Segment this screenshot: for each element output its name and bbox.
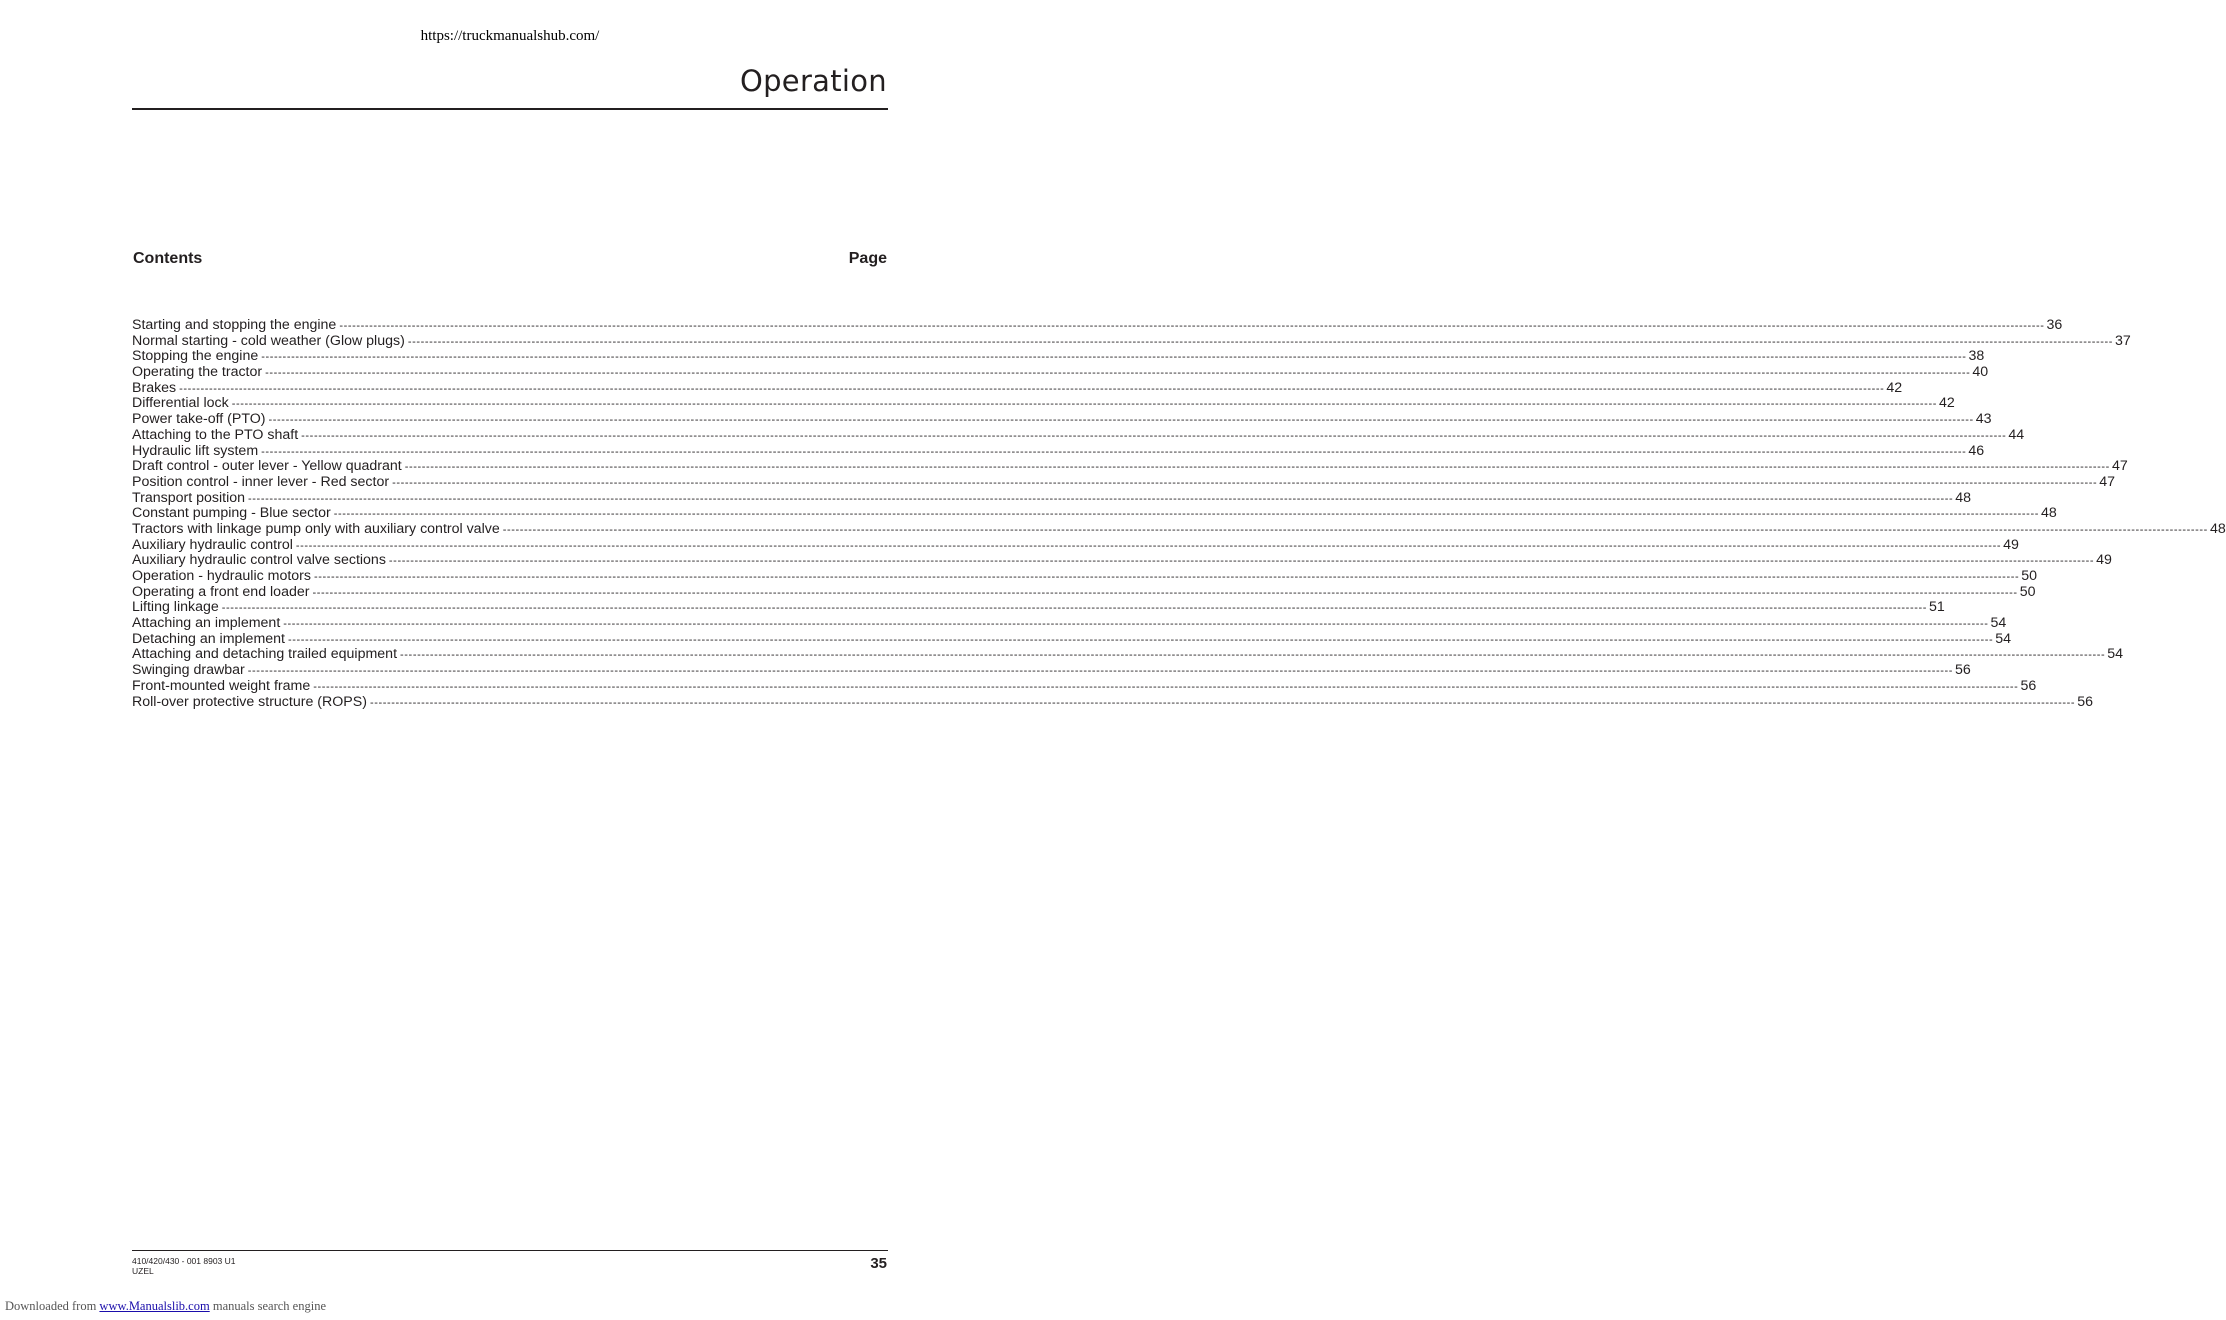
toc-entry[interactable] — [132, 615, 2007, 632]
toc-entry-page: 51 — [1929, 599, 1945, 616]
toc-entry[interactable] — [132, 426, 2025, 444]
toc-entry-page: 38 — [1968, 348, 1985, 365]
toc-entry[interactable] — [132, 411, 1992, 428]
toc-dot-leader: ---------------------------------------------------------------------------------------------------------------------------------------------------------------------------------------------------------------------------------------------------------------------------------------------------------------------------------------------------------------------------------------------------------------- — [407, 335, 2114, 348]
toc-entry[interactable] — [132, 677, 2037, 695]
toc-entry-title: Differential lock — [132, 395, 229, 412]
toc-dot-leader: ---------------------------------------------------------------------------------------------------------------------------------------------------------------------------------------------------------------------------------------------------------------------------------------------------------------------------------------------------------------------------------------------------------------- — [313, 680, 2019, 693]
toc-dot-leader: ---------------------------------------------------------------------------------------------------------------------------------------------------------------------------------------------------------------------------------------------------------------------------------------------------------------------------------------------------------------------------------------------------------------- — [392, 476, 2098, 489]
toc-dot-leader: ---------------------------------------------------------------------------------------------------------------------------------------------------------------------------------------------------------------------------------------------------------------------------------------------------------------------------------------------------------------------------------------------------------------- — [231, 398, 1937, 411]
toc-entry-title: Detaching an implement — [132, 630, 285, 647]
toc-entry-page: 50 — [2021, 568, 2038, 584]
toc-entry-title: Auxiliary hydraulic control valve sections — [132, 552, 386, 569]
toc-entry[interactable] — [132, 489, 1972, 507]
toc-entry-title: Lifting linkage — [132, 599, 219, 616]
toc-entry[interactable] — [132, 693, 2093, 711]
toc-entry-title: Auxiliary hydraulic control — [132, 536, 293, 553]
header-divider — [132, 108, 888, 110]
toc-entry-page: 54 — [2107, 646, 2124, 663]
toc-entry-title: Attaching and detaching trailed equipment — [132, 646, 398, 663]
toc-dot-leader: ---------------------------------------------------------------------------------------------------------------------------------------------------------------------------------------------------------------------------------------------------------------------------------------------------------------------------------------------------------------------------------------------------------------- — [369, 696, 2076, 709]
toc-entry-page: 47 — [2111, 458, 2128, 475]
section-title: Operation — [739, 64, 887, 98]
toc-entry[interactable] — [132, 473, 2116, 491]
toc-entry[interactable] — [132, 364, 1989, 381]
toc-entry[interactable] — [132, 442, 1985, 460]
toc-dot-leader: ---------------------------------------------------------------------------------------------------------------------------------------------------------------------------------------------------------------------------------------------------------------------------------------------------------------------------------------------------------------------------------------------------------------- — [301, 429, 2007, 442]
toc-entry-page: 47 — [2099, 473, 2116, 490]
toc-entry-page: 43 — [1975, 411, 1992, 428]
toc-dot-leader: ---------------------------------------------------------------------------------------------------------------------------------------------------------------------------------------------------------------------------------------------------------------------------------------------------------------------------------------------------------------------------------------------------------------- — [268, 414, 1974, 427]
toc-entry-page: 49 — [2003, 536, 2019, 553]
toc-entry[interactable] — [132, 568, 2038, 585]
toc-entry[interactable] — [132, 662, 1971, 679]
toc-entry[interactable] — [132, 552, 2112, 569]
toc-entry-page: 42 — [1938, 395, 1955, 412]
source-url: https://truckmanualshub.com/ — [420, 28, 600, 44]
contents-heading: Contents — [133, 250, 203, 267]
document-code — [132, 1256, 236, 1276]
toc-entry-page: 48 — [1955, 489, 1972, 506]
toc-entry[interactable] — [132, 379, 1903, 397]
toc-entry-title: Hydraulic lift system — [132, 442, 259, 459]
toc-entry-page: 44 — [2008, 426, 2025, 443]
download-note — [5, 1299, 326, 1314]
toc-dot-leader: ---------------------------------------------------------------------------------------------------------------------------------------------------------------------------------------------------------------------------------------------------------------------------------------------------------------------------------------------------------------------------------------------------------------- — [261, 445, 1967, 458]
download-note-prefix: Downloaded from — [5, 1299, 100, 1313]
toc-entry-page: 42 — [1886, 379, 1903, 396]
document-code-line1: 410/420/430 - 001 8903 U1 — [132, 1256, 236, 1266]
toc-entry-page: 56 — [1955, 662, 1971, 679]
toc-dot-leader: ---------------------------------------------------------------------------------------------------------------------------------------------------------------------------------------------------------------------------------------------------------------------------------------------------------------------------------------------------------------------------------------------------------------- — [248, 492, 1954, 505]
toc-entry-title: Attaching to the PTO shaft — [132, 426, 299, 443]
toc-entry[interactable] — [132, 630, 2012, 648]
toc-dot-leader: ---------------------------------------------------------------------------------------------------------------------------------------------------------------------------------------------------------------------------------------------------------------------------------------------------------------------------------------------------------------------------------------------------------------- — [404, 461, 2110, 474]
toc-dot-leader: ---------------------------------------------------------------------------------------------------------------------------------------------------------------------------------------------------------------------------------------------------------------------------------------------------------------------------------------------------------------------------------------------------------------- — [265, 367, 1971, 380]
toc-entry-page: 36 — [2046, 317, 2063, 333]
toc-entry-title: Front-mounted weight frame — [132, 677, 311, 694]
toc-entry[interactable] — [132, 536, 2019, 554]
toc-entry[interactable] — [132, 646, 2124, 663]
toc-entry[interactable] — [132, 395, 1955, 412]
toc-entry-title: Transport position — [132, 489, 246, 506]
manualslib-link[interactable]: www.Manualslib.com — [99, 1299, 210, 1313]
toc-entry-page: 56 — [2020, 677, 2037, 694]
toc-entry-page: 50 — [2019, 583, 2036, 600]
toc-entry-title: Constant pumping - Blue sector — [132, 505, 331, 522]
toc-entry[interactable] — [132, 583, 2036, 601]
toc-entry-title: Normal starting - cold weather (Glow plugs) — [132, 332, 405, 349]
toc-entry-title: Tractors with linkage pump only with auxiliary control valve — [132, 520, 500, 537]
toc-dot-leader: ---------------------------------------------------------------------------------------------------------------------------------------------------------------------------------------------------------------------------------------------------------------------------------------------------------------------------------------------------------------------------------------------------------------- — [388, 555, 2095, 568]
table-of-contents — [132, 317, 2226, 710]
toc-entry[interactable] — [132, 348, 1985, 365]
toc-dot-leader: ---------------------------------------------------------------------------------------------------------------------------------------------------------------------------------------------------------------------------------------------------------------------------------------------------------------------------------------------------------------------------------------------------------------- — [283, 618, 1989, 631]
toc-entry-title: Operating a front end loader — [132, 583, 310, 600]
toc-entry-title: Stopping the engine — [132, 348, 259, 365]
toc-entry-page: 54 — [1990, 615, 2007, 632]
toc-entry-title: Power take-off (PTO) — [132, 411, 266, 428]
toc-entry-title: Starting and stopping the engine — [132, 317, 337, 333]
toc-entry-page: 46 — [1968, 442, 1985, 459]
toc-dot-leader: ---------------------------------------------------------------------------------------------------------------------------------------------------------------------------------------------------------------------------------------------------------------------------------------------------------------------------------------------------------------------------------------------------------------- — [400, 649, 2106, 662]
toc-dot-leader: ---------------------------------------------------------------------------------------------------------------------------------------------------------------------------------------------------------------------------------------------------------------------------------------------------------------------------------------------------------------------------------------------------------------- — [312, 586, 2018, 599]
toc-dot-leader: ---------------------------------------------------------------------------------------------------------------------------------------------------------------------------------------------------------------------------------------------------------------------------------------------------------------------------------------------------------------------------------------------------------------- — [339, 320, 2045, 332]
toc-entry[interactable] — [132, 599, 1945, 616]
toc-entry-title: Position control - inner lever - Red sector — [132, 473, 390, 490]
toc-entry[interactable] — [132, 458, 2128, 475]
toc-dot-leader: ---------------------------------------------------------------------------------------------------------------------------------------------------------------------------------------------------------------------------------------------------------------------------------------------------------------------------------------------------------------------------------------------------------------- — [295, 539, 2002, 552]
toc-dot-leader: ---------------------------------------------------------------------------------------------------------------------------------------------------------------------------------------------------------------------------------------------------------------------------------------------------------------------------------------------------------------------------------------------------------------- — [288, 633, 1994, 646]
toc-dot-leader: ---------------------------------------------------------------------------------------------------------------------------------------------------------------------------------------------------------------------------------------------------------------------------------------------------------------------------------------------------------------------------------------------------------------- — [261, 351, 1967, 364]
toc-entry-page: 54 — [1995, 630, 2012, 647]
toc-entry[interactable] — [132, 505, 2057, 522]
toc-entry-title: Operating the tractor — [132, 364, 263, 381]
toc-entry[interactable] — [132, 332, 2131, 350]
page-column-heading: Page — [848, 250, 887, 267]
toc-entry-page: 48 — [2040, 505, 2057, 522]
toc-entry-title: Roll-over protective structure (ROPS) — [132, 693, 367, 710]
toc-entry-page: 56 — [2077, 693, 2093, 710]
toc-entry-title: Swinging drawbar — [132, 662, 245, 679]
toc-entry[interactable] — [132, 520, 2226, 538]
toc-dot-leader: ---------------------------------------------------------------------------------------------------------------------------------------------------------------------------------------------------------------------------------------------------------------------------------------------------------------------------------------------------------------------------------------------------------------- — [502, 523, 2208, 536]
download-note-suffix: manuals search engine — [209, 1299, 326, 1313]
toc-dot-leader: ---------------------------------------------------------------------------------------------------------------------------------------------------------------------------------------------------------------------------------------------------------------------------------------------------------------------------------------------------------------------------------------------------------------- — [314, 571, 2020, 583]
toc-dot-leader: ---------------------------------------------------------------------------------------------------------------------------------------------------------------------------------------------------------------------------------------------------------------------------------------------------------------------------------------------------------------------------------------------------------------- — [221, 602, 1927, 615]
toc-dot-leader: ---------------------------------------------------------------------------------------------------------------------------------------------------------------------------------------------------------------------------------------------------------------------------------------------------------------------------------------------------------------------------------------------------------------- — [179, 382, 1885, 395]
toc-dot-leader: ---------------------------------------------------------------------------------------------------------------------------------------------------------------------------------------------------------------------------------------------------------------------------------------------------------------------------------------------------------------------------------------------------------------- — [333, 508, 2039, 521]
toc-entry-title: Operation - hydraulic motors — [132, 568, 311, 584]
document-code-line2: UZEL — [132, 1266, 154, 1276]
toc-entry-title: Brakes — [132, 379, 177, 396]
toc-entry-page: 48 — [2209, 520, 2226, 537]
toc-entry-title: Draft control - outer lever - Yellow quadrant — [132, 458, 402, 475]
footer-divider — [132, 1250, 888, 1251]
toc-entry-page: 40 — [1972, 364, 1989, 381]
toc-entry-page: 37 — [2115, 332, 2131, 349]
toc-dot-leader: ---------------------------------------------------------------------------------------------------------------------------------------------------------------------------------------------------------------------------------------------------------------------------------------------------------------------------------------------------------------------------------------------------------------- — [247, 665, 1954, 678]
toc-entry-page: 49 — [2096, 552, 2112, 569]
page-number: 35 — [870, 1255, 887, 1272]
toc-entry[interactable] — [132, 317, 2063, 334]
toc-entry-title: Attaching an implement — [132, 615, 281, 632]
